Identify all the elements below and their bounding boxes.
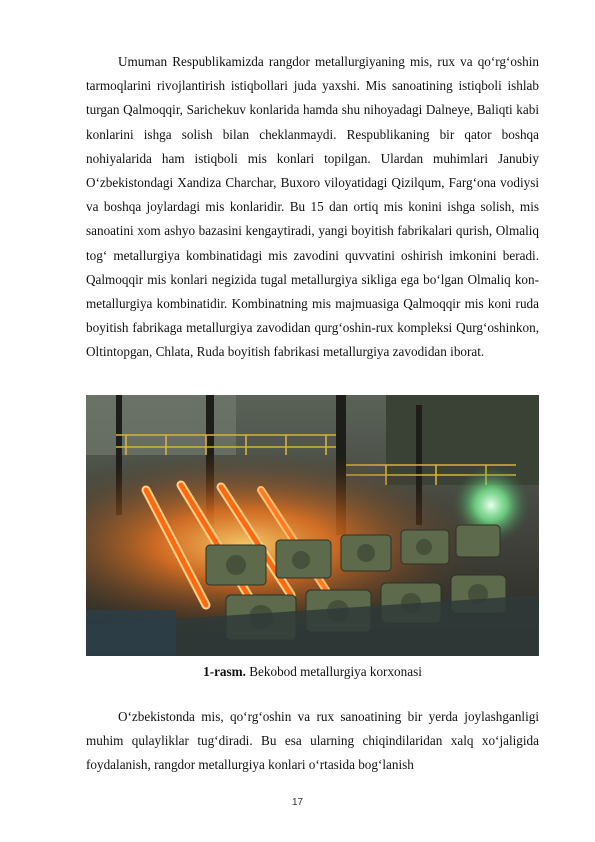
metallurgy-plant-image bbox=[86, 395, 539, 656]
figure-metallurgy-photo bbox=[86, 395, 539, 656]
figure-caption bbox=[86, 662, 539, 682]
paragraph-2: O‘zbekistonda mis, qo‘rg‘oshin va rux sanoatining bir yerda joylashganligi muhim qulayliklar tug‘diradi. Bu esa ularning chiqindilaridan xalq xo‘jaligida foydalanish, rangdor metallurgiya konlari o‘rtasida bog‘lanish bbox=[86, 709, 539, 773]
paragraph-1: Umuman Respublikamizda rangdor metallurgiyaning mis, rux va qo‘rg‘oshin tarmoqlarini rivojlantirish istiqbollari juda yaxshi. Mis sanoatining istiqboli ishlab turgan Qalmoqqir, Sarichekuv konlarida hamda shu nihoyadagi Dalneye, Baliqti kabi konlarini ishga solish bilan cheklanmaydi. Respublikaning bir qator boshqa nohiyalarida ham istiqboli mis konlari topilgan. Ulardan muhimlari Janubiy O‘zbekistondagi Xandiza Charchar, Buxoro viloyatidagi Qizilqum, Farg‘ona vodiysi va boshqa joylardagi mis konlaridir. Bu 15 dan ortiq mis konini ishga solish, mis sanoatini xom ashyo bazasini kengaytiradi, yangi boyitish fabrikalari qurish, Olmaliq tog‘ metallurgiya kombinatidagi mis zavodini quvvatini oshirish imkonini beradi. Qalmoqqir mis konlari negizida tugal metallurgiya sikliga ega bo‘lgan Olmaliq kon-metallurgiya kombinatidir. Kombinatning mis majmuasiga Qalmoqqir mis koni ruda boyitish fabrikaga metallurgiya zavodidan qurg‘oshin-rux kompleksi Qurg‘oshinkon, Oltintopgan, Chlata, Ruda boyitish fabrikasi metallurgiya zavodidan iborat. bbox=[86, 54, 539, 360]
page-number: 17 bbox=[291, 797, 304, 808]
caption-label: 1-rasm. bbox=[203, 664, 246, 679]
caption-text: Bekobod metallurgiya korxonasi bbox=[245, 664, 422, 679]
